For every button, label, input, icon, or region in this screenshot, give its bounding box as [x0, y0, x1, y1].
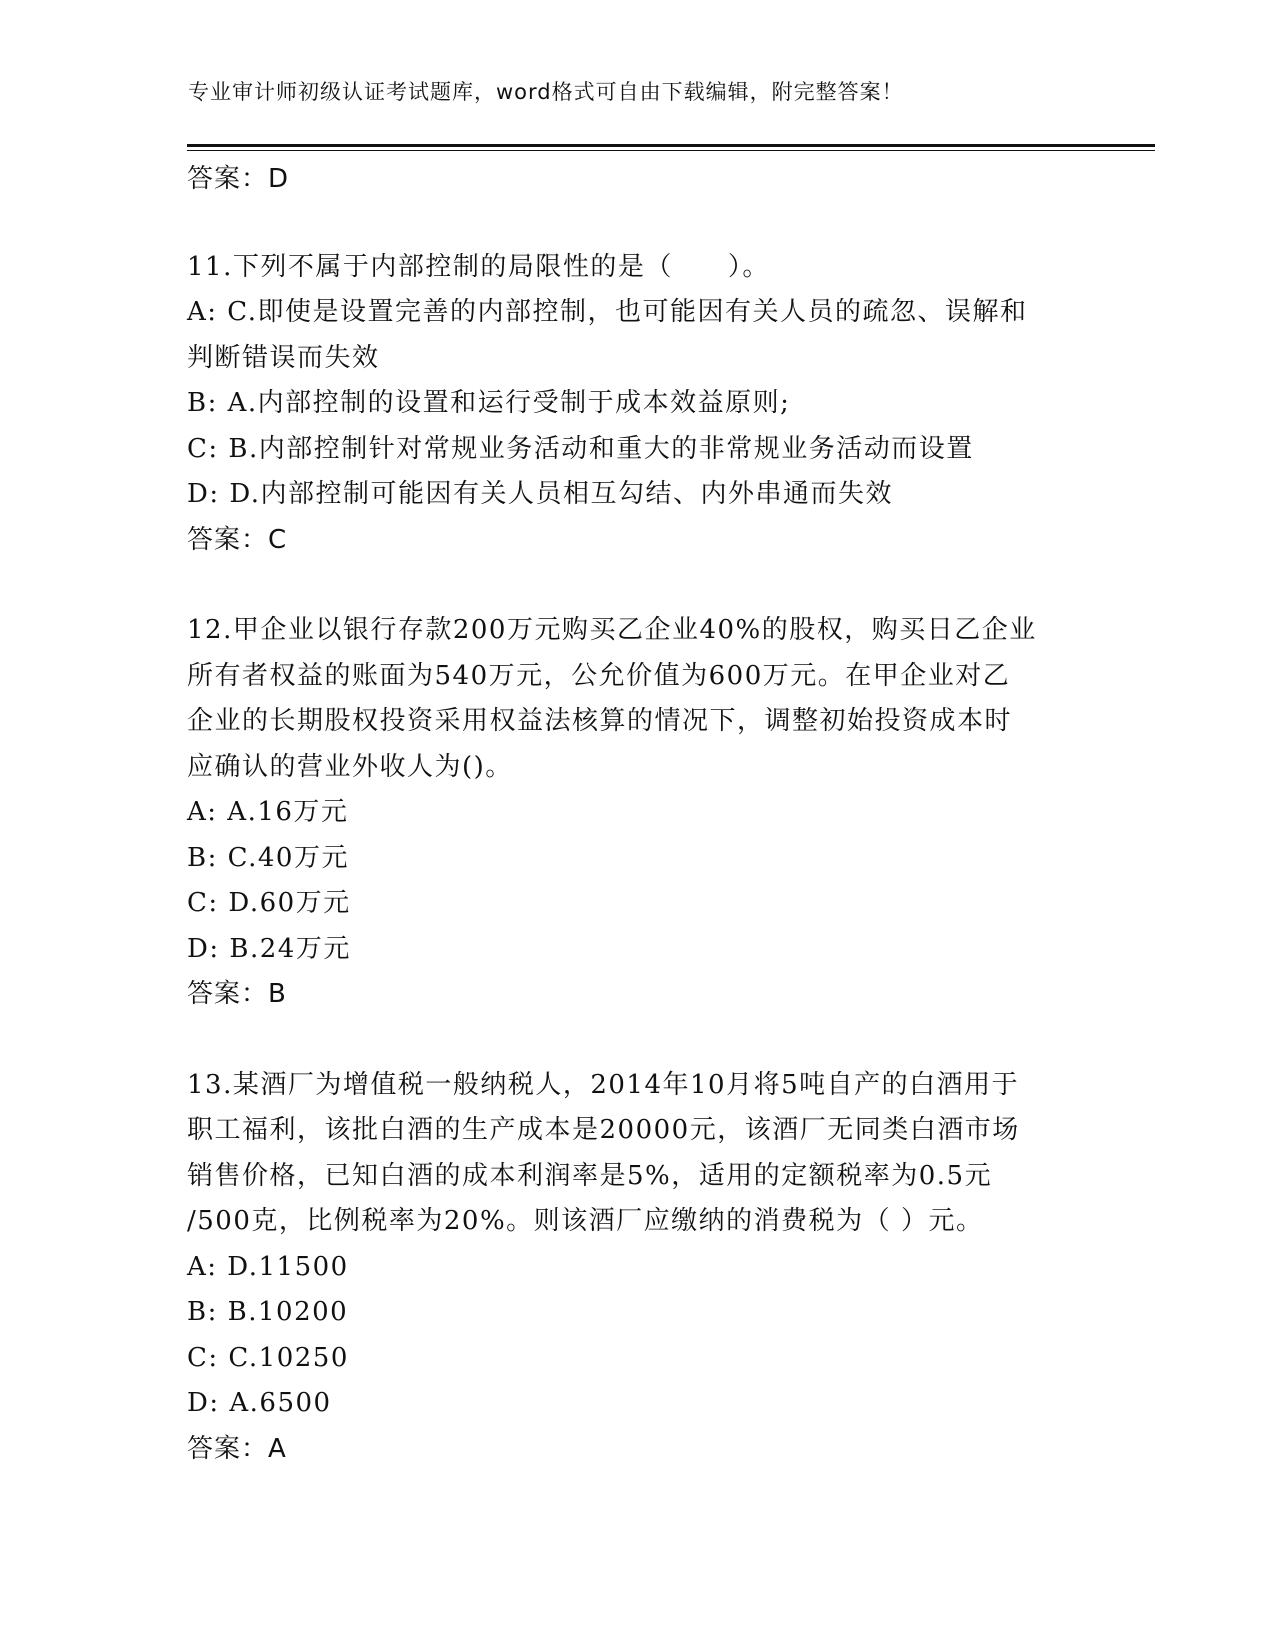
- question-block: [187, 1063, 1087, 1473]
- answer-option-line: A: A.16万元: [187, 797, 349, 827]
- question-stem-line: 11.下列不属于内部控制的局限性的是（ ）。: [187, 251, 770, 282]
- question-spacer: [187, 203, 1087, 245]
- document-content: [187, 157, 1087, 1472]
- question-stem-line: 销售价格，已知白酒的成本利润率是5%，适用的定额税率为0.5元: [187, 1160, 993, 1191]
- answer-option-line: C: B.内部控制针对常规业务活动和重大的非常规业务活动而设置: [187, 433, 974, 464]
- question-spacer: [187, 1018, 1087, 1063]
- question-stem-line: 职工福利，该批白酒的生产成本是20000元，该酒厂无同类白酒市场: [187, 1115, 1020, 1145]
- answer-option-line: C: C.10250: [187, 1342, 349, 1373]
- question-stem-line: 13.某酒厂为增值税一般纳税人，2014年10月将5吨自产的白酒用于: [187, 1069, 1020, 1100]
- answer-option-line: A: D.11500: [187, 1251, 349, 1282]
- correct-answer: 答案：A: [187, 1433, 287, 1464]
- answer-option-line: B: B.10200: [187, 1297, 349, 1327]
- question-block: [187, 608, 1087, 1018]
- header-rule-thin: [187, 150, 1155, 151]
- answer-option-line: D: D.内部控制可能因有关人员相互勾结、内外串通而失效: [187, 479, 894, 509]
- answer-option-line: B: A.内部控制的设置和运行受制于成本效益原则;: [187, 388, 791, 418]
- previous-answer: 答案：D: [187, 164, 290, 194]
- question-list: [187, 203, 1087, 1473]
- answer-option-line: B: C.40万元: [187, 842, 349, 873]
- answer-option-line: A: C.即使是设置完善的内部控制，也可能因有关人员的疏忽、误解和: [187, 297, 1028, 327]
- question-stem-line: /500克，比例税率为20%。则该酒厂应缴纳的消费税为（ ）元。: [187, 1206, 984, 1236]
- question-stem-line: 企业的长期股权投资采用权益法核算的情况下，调整初始投资成本时: [187, 706, 1013, 736]
- question-stem-line: 应确认的营业外收人为()。: [187, 751, 513, 782]
- question-spacer: [187, 563, 1087, 608]
- question-block: [187, 245, 1087, 564]
- answer-option-line: D: A.6500: [187, 1388, 332, 1418]
- answer-option-line: C: D.60万元: [187, 888, 351, 918]
- answer-option-line: 判断错误而失效: [187, 342, 380, 373]
- question-stem-line: 所有者权益的账面为540万元，公允价值为600万元。在甲企业对乙: [187, 660, 1011, 691]
- question-stem-line: 12.甲企业以银行存款200万元购买乙企业40%的股权，购买日乙企业: [187, 615, 1037, 645]
- correct-answer: 答案：B: [187, 979, 287, 1009]
- answer-option-line: D: B.24万元: [187, 933, 351, 964]
- header-rule-thick: [187, 144, 1155, 147]
- correct-answer: 答案：C: [187, 524, 288, 555]
- page-header: 专业审计师初级认证考试题库，word格式可自由下载编辑，附完整答案！: [188, 80, 904, 104]
